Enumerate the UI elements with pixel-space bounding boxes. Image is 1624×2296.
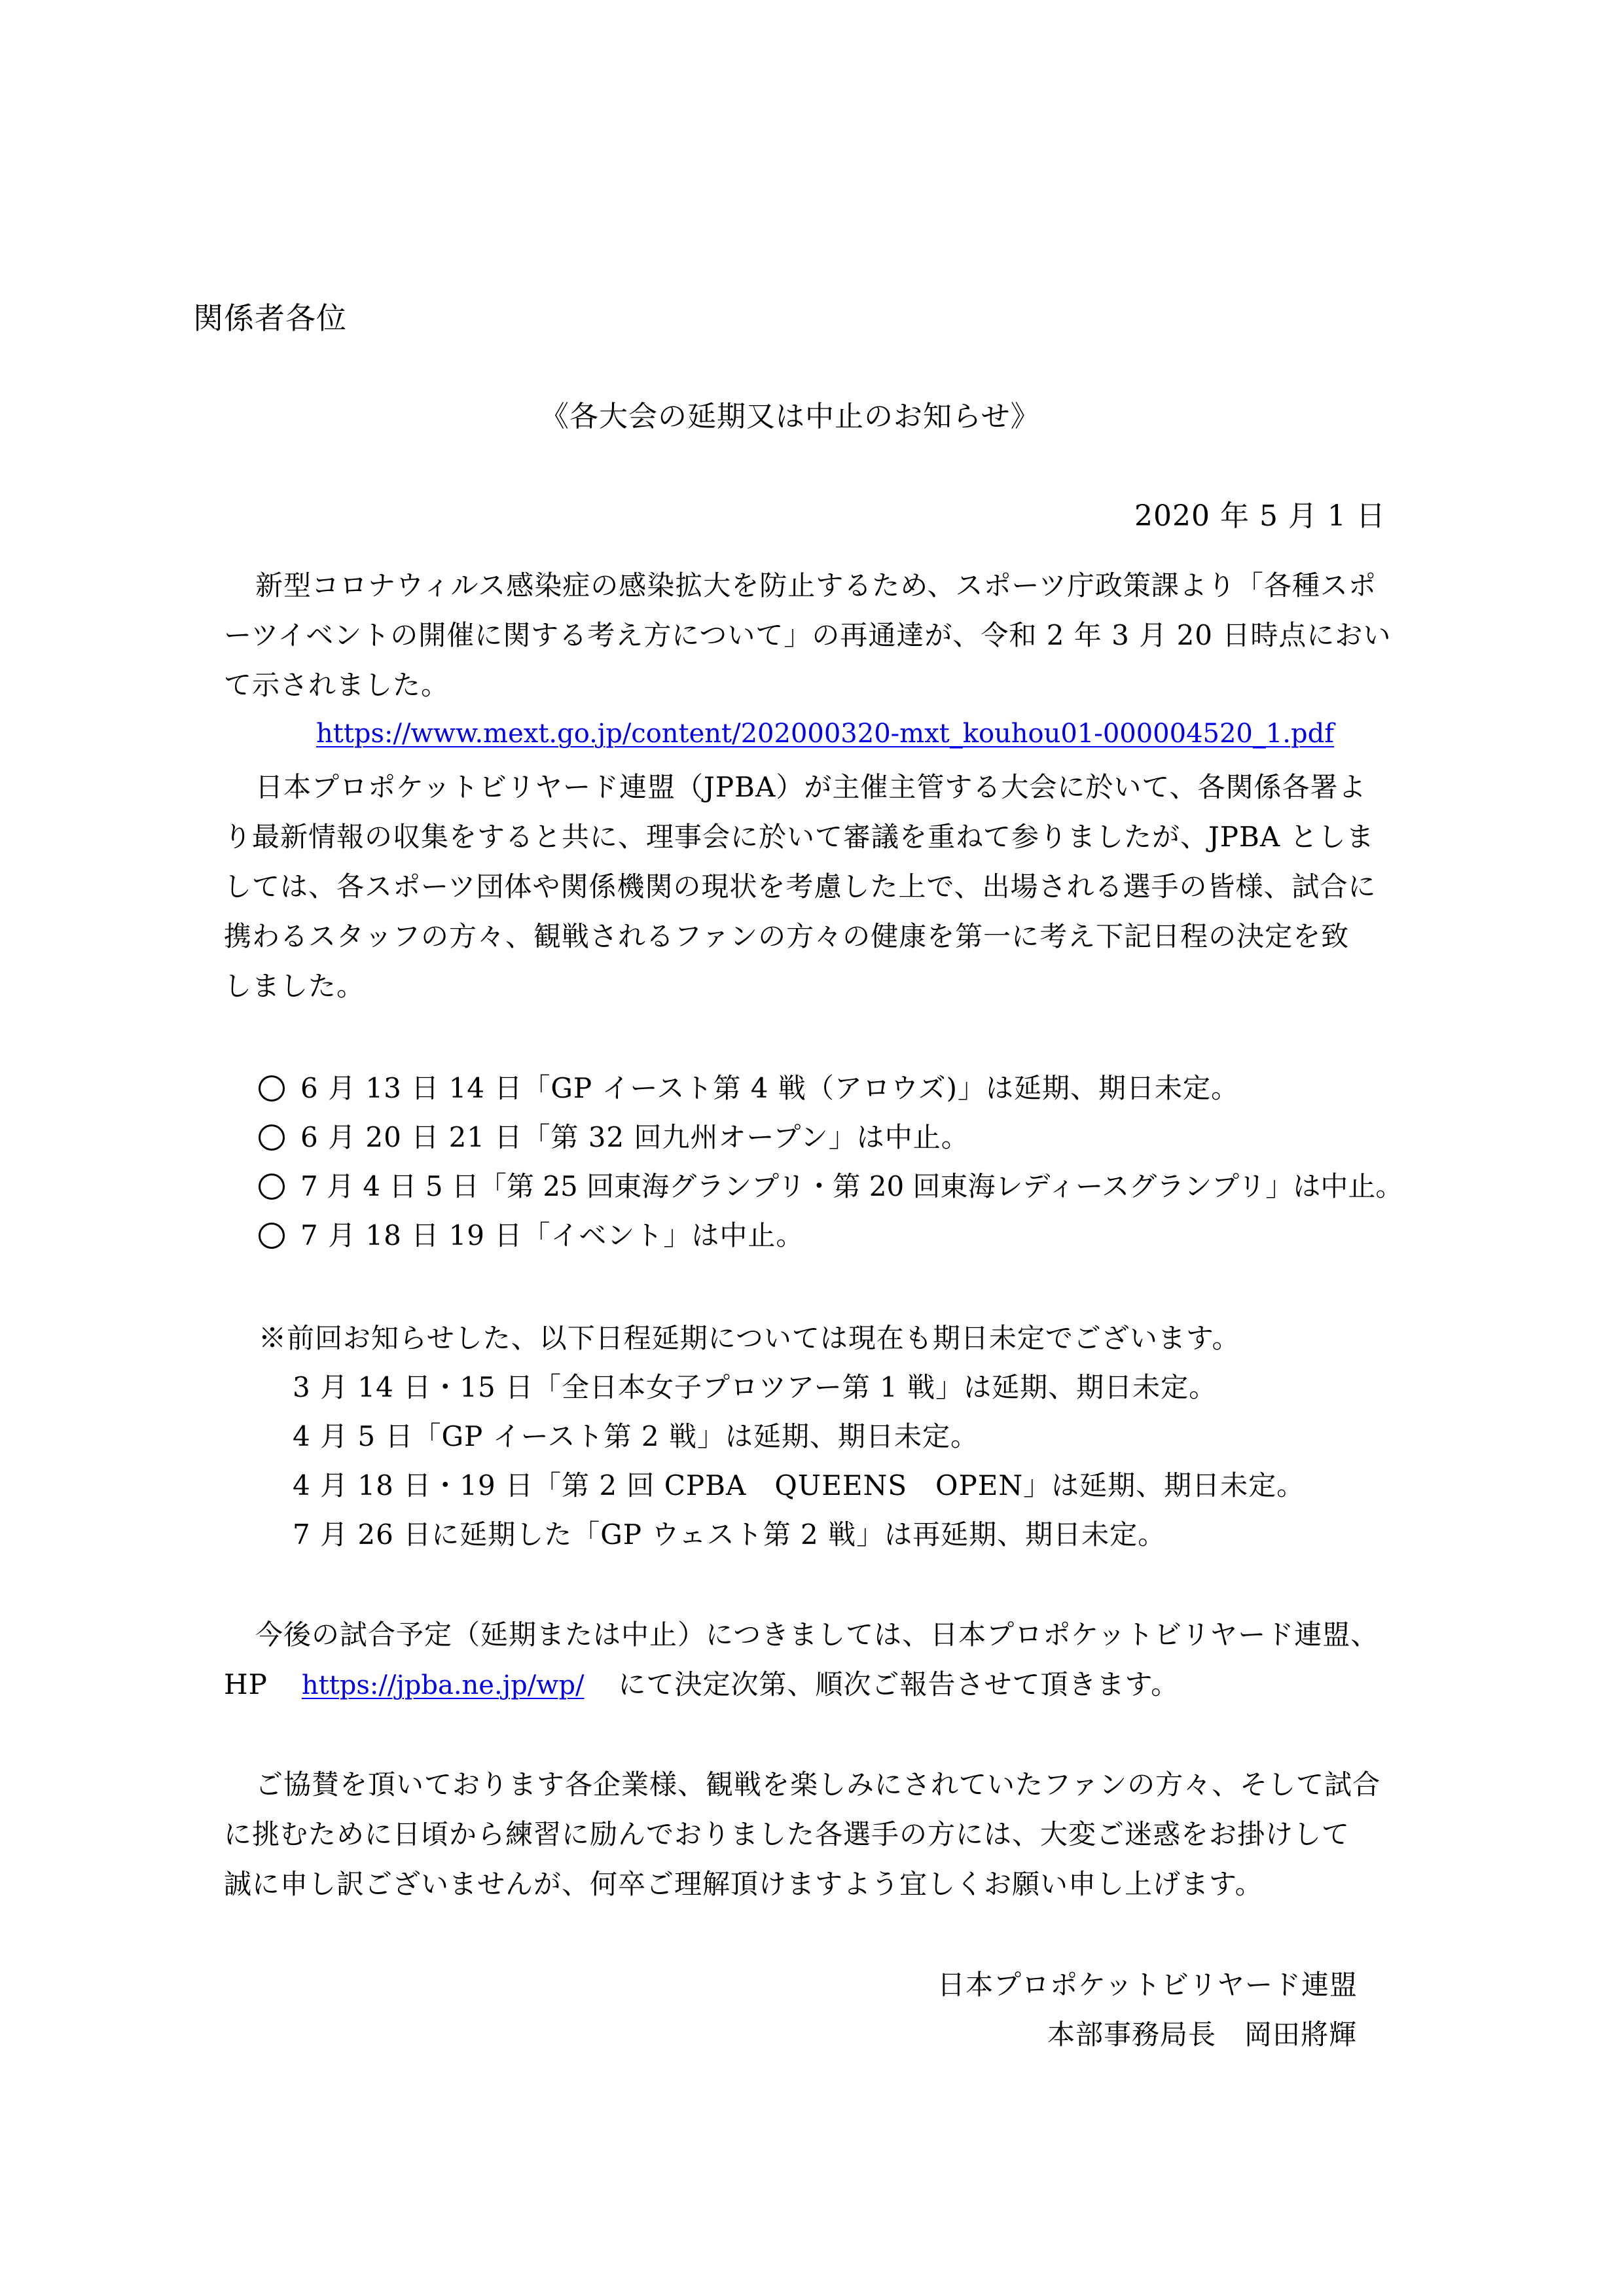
previous-item: 4 月 5 日「GP イースト第 2 戦」は延期、期日未定。 <box>293 1420 979 1452</box>
intro-line: ーツイベントの開催に関する考え方について」の再通達が、令和 2 年 3 月 20 日時点におい <box>224 619 1392 651</box>
event-item <box>259 1170 1403 1202</box>
signature-organization: 日本プロポケットビリヤード連盟 <box>937 1969 1358 2001</box>
circle-bullet-icon <box>259 1075 285 1102</box>
closing-line: ご協賛を頂いております各企業様、観戦を楽しみにされていたファンの方々、そして試合 <box>255 1768 1381 1801</box>
previous-notice-heading: ※前回お知らせした、以下日程延期については現在も期日未定でございます。 <box>259 1322 1240 1354</box>
body-line: しては、各スポーツ団体や関係機関の現状を考慮した上で、出場される選手の皆様、試合に <box>224 870 1377 903</box>
event-item <box>259 1219 804 1251</box>
salutation: 関係者各位 <box>193 300 347 336</box>
circle-bullet-icon <box>259 1124 285 1151</box>
body-line: しました。 <box>224 970 365 1002</box>
intro-line: 新型コロナウィルス感染症の感染拡大を防止するため、スポーツ庁政策課より「各種スポ <box>255 569 1377 601</box>
event-text: 6 月 20 日 21 日「第 32 回九州オープン」は中止。 <box>300 1121 969 1153</box>
intro-line: て示されました。 <box>224 669 450 701</box>
closing-line: 誠に申し訳ございませんが、何卒ご理解頂けますよう宜しくお願い申し上げます。 <box>224 1868 1263 1900</box>
signature-person: 本部事務局長 岡田將輝 <box>1047 2018 1358 2051</box>
document-date: 2020 年 5 月 1 日 <box>1134 499 1386 533</box>
previous-item: 7 月 26 日に延期した「GP ウェスト第 2 戦」は再延期、期日未定。 <box>293 1518 1166 1551</box>
circle-bullet-icon <box>259 1223 285 1249</box>
hp-label: HP <box>224 1668 268 1700</box>
event-item <box>259 1072 1239 1104</box>
document-title: 《各大会の延期又は中止のお知らせ》 <box>540 400 1040 433</box>
event-item <box>259 1121 969 1153</box>
event-text: 6 月 13 日 14 日「GP イースト第 4 戦（アロウズ)」は延期、期日未定。 <box>300 1072 1239 1104</box>
closing-line: に挑むために日頃から練習に励んでおりました各選手の方には、大変ご迷惑をお掛けして <box>224 1818 1350 1850</box>
event-text: 7 月 18 日 19 日「イベント」は中止。 <box>300 1219 804 1251</box>
previous-item: 3 月 14 日・15 日「全日本女子プロツアー第 1 戦」は延期、期日未定。 <box>293 1371 1218 1403</box>
previous-item: 4 月 18 日・19 日「第 2 回 CPBA QUEENS OPEN」は延期、期日未定。 <box>293 1469 1305 1501</box>
future-line <box>224 1668 1180 1700</box>
body-line: 携わるスタッフの方々、観戦されるファンの方々の健康を第一に考え下記日程の決定を致 <box>224 920 1350 952</box>
circle-bullet-icon <box>259 1174 285 1200</box>
mext-document-link[interactable]: https://www.mext.go.jp/content/202000320-mxt_kouhou01-000004520_1.pdf <box>316 719 1335 749</box>
future-line: 今後の試合予定（延期または中止）につきましては、日本プロポケットビリヤード連盟、 <box>255 1619 1379 1651</box>
jpba-website-link[interactable]: https://jpba.ne.jp/wp/ <box>301 1670 585 1700</box>
body-line: 日本プロポケットビリヤード連盟（JPBA）が主催主管する大会に於いて、各関係各署よ <box>255 771 1367 803</box>
event-text: 7 月 4 日 5 日「第 25 回東海グランプリ・第 20 回東海レディースグランプリ」は中止。 <box>300 1170 1403 1202</box>
future-line-tail: にて決定次第、順次ご報告させて頂きます。 <box>618 1668 1180 1700</box>
body-line: り最新情報の収集をすると共に、理事会に於いて審議を重ねて参りましたが、JPBA としま <box>224 821 1375 853</box>
